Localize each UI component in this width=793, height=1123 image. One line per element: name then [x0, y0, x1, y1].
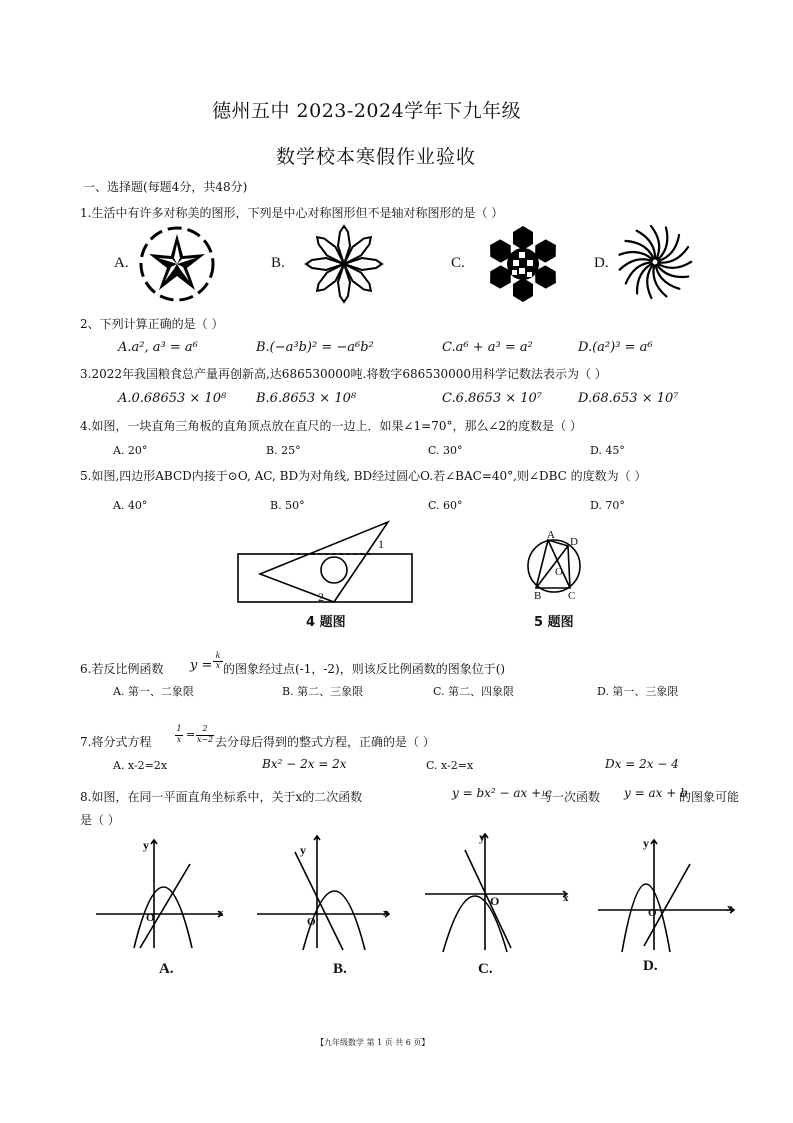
q8c-axis-y: y — [479, 830, 485, 844]
fig4-caption: 4 题图 — [306, 615, 346, 630]
q1-figure-d — [615, 222, 695, 302]
question-1-text: 1.生活中有许多对称美的图形，下列是中心对称图形但不是轴对称图形的是（ ） — [80, 206, 504, 220]
question-6-lead: 6.若反比例函数 — [80, 662, 164, 676]
q2-option-c: C.a⁶ + a³ = a² — [442, 340, 533, 355]
question-8-tail: 的图象可能 — [679, 790, 740, 804]
q5-option-b: B. 50° — [270, 499, 305, 512]
q8-graph-b — [255, 832, 395, 952]
fig5-point-d: D — [570, 536, 578, 548]
q5-option-a: A. 40° — [113, 499, 148, 512]
fig4-angle-2: 2 — [318, 590, 324, 604]
q7-option-c: C. x-2=x — [426, 759, 474, 772]
q1-figure-a — [135, 222, 219, 306]
q8d-axis-y: y — [643, 836, 649, 850]
q7-option-d: Dx = 2x − 4 — [605, 757, 679, 771]
fig4-angle-1: 1 — [378, 537, 384, 551]
q8-graph-c — [423, 830, 573, 952]
question-8-lead: 8.如图，在同一平面直角坐标系中，关于x的二次函数 — [80, 790, 363, 804]
q7-option-b: Bx² − 2x = 2x — [262, 757, 347, 771]
q8-graph-d — [596, 836, 738, 952]
q8b-origin: O — [307, 916, 316, 928]
q5-option-c: C. 60° — [428, 499, 463, 512]
question-5-text: 5.如图,四边形ABCD内接于⊙O, AC, BD为对角线, BD经过圆心O.若∠BAC=40°,则∠DBC 的度数为（ ） — [80, 469, 647, 483]
q8-label-a: A. — [159, 961, 174, 977]
q8a-axis-y: y — [143, 838, 149, 852]
q7-option-a: A. x-2=2x — [113, 759, 168, 772]
q3-option-d: D.68.653 × 10⁷ — [578, 391, 679, 406]
q1-label-d: D. — [594, 255, 609, 271]
q7-frac2-num: 2 — [202, 724, 208, 733]
q3-option-b: B.6.8653 × 10⁸ — [256, 391, 357, 406]
q4-option-a: A. 20° — [113, 444, 148, 457]
question-8-mid: 与一次函数 — [540, 790, 601, 804]
question-7-lead: 7.将分式方程 — [80, 735, 152, 749]
section-heading: 一、选择题(每题4分，共48分) — [83, 180, 248, 194]
question-2-text: 2、下列计算正确的是（ ） — [80, 317, 224, 331]
exam-subtitle: 数学校本寒假作业验收 — [276, 146, 477, 168]
q7-equals: = — [186, 728, 196, 741]
q8d-axis-x: x — [727, 902, 733, 914]
q6-frac-den: x — [215, 661, 221, 670]
q8b-axis-x: x — [383, 907, 389, 919]
q2-option-b: B.(−a³b)² = −a⁶b² — [256, 340, 374, 355]
q8b-axis-y: y — [300, 843, 306, 857]
q4-option-d: D. 45° — [590, 444, 625, 457]
exam-title: 德州五中 2023-2024学年下九年级 — [212, 100, 522, 122]
q8a-axis-x: x — [218, 907, 224, 919]
q5-option-d: D. 70° — [590, 499, 625, 512]
q8-formula-linear: y = ax + b — [624, 786, 688, 800]
question-3-text: 3.2022年我国粮食总产量再创新高,达686530000吨.将数字686530000用科学记数法表示为（ ） — [80, 367, 607, 381]
q7-frac1-num: 1 — [176, 724, 182, 733]
q7-frac1-den: x — [176, 735, 182, 744]
q4-option-c: C. 30° — [428, 444, 463, 457]
figure-4 — [236, 516, 416, 608]
q6-frac-num: k — [215, 651, 221, 660]
fig5-point-c: C — [568, 590, 576, 602]
question-7-rest: 去分母后得到的整式方程，正确的是（ ） — [215, 735, 435, 749]
fig5-caption: 5 题图 — [534, 615, 574, 630]
q1-label-c: C. — [451, 255, 465, 271]
q8a-origin: O — [146, 912, 155, 924]
page-footer: 【九年级数学 第 1 页 共 6 页】 — [316, 1038, 430, 1047]
q4-option-b: B. 25° — [266, 444, 301, 457]
q8c-axis-x: x — [563, 892, 569, 904]
q1-figure-c — [483, 224, 563, 304]
q6-formula-y: y = — [190, 658, 213, 673]
question-6-rest: 的图象经过点(-1，-2)，则该反比例函数的图象位于() — [223, 662, 506, 676]
question-8-end: 是（ ） — [80, 813, 120, 827]
q2-option-a: A.a², a³ = a⁶ — [118, 340, 198, 355]
q6-option-d: D. 第一、三象限 — [597, 685, 679, 698]
q7-frac2-den: x−2 — [196, 735, 214, 744]
fig5-point-o: O — [555, 566, 563, 578]
q8-graph-a — [94, 836, 229, 951]
q3-option-a: A.0.68653 × 10⁸ — [118, 391, 227, 406]
q1-label-a: A. — [114, 255, 129, 271]
q6-option-a: A. 第一、二象限 — [113, 685, 194, 698]
q8-label-c: C. — [478, 961, 493, 977]
q6-option-c: C. 第二、四象限 — [433, 685, 515, 698]
q8d-origin: O — [648, 907, 657, 919]
q2-option-d: D.(a²)³ = a⁶ — [578, 340, 653, 355]
question-4-text: 4.如图，一块直角三角板的直角顶点放在直尺的一边上．如果∠1=70°，那么∠2的度数是（ ） — [80, 419, 582, 433]
fig5-point-a: A — [547, 529, 555, 541]
q8-formula-quadratic: y = bx² − ax + c — [452, 786, 552, 800]
q8-label-b: B. — [333, 961, 347, 977]
q8c-origin: O — [490, 894, 500, 908]
fig5-point-b: B — [534, 590, 542, 602]
q6-option-b: B. 第二、三象限 — [282, 685, 364, 698]
q1-label-b: B. — [271, 255, 285, 271]
q1-figure-b — [302, 222, 386, 306]
q3-option-c: C.6.8653 × 10⁷ — [442, 391, 543, 406]
q8-label-d: D. — [643, 958, 658, 974]
